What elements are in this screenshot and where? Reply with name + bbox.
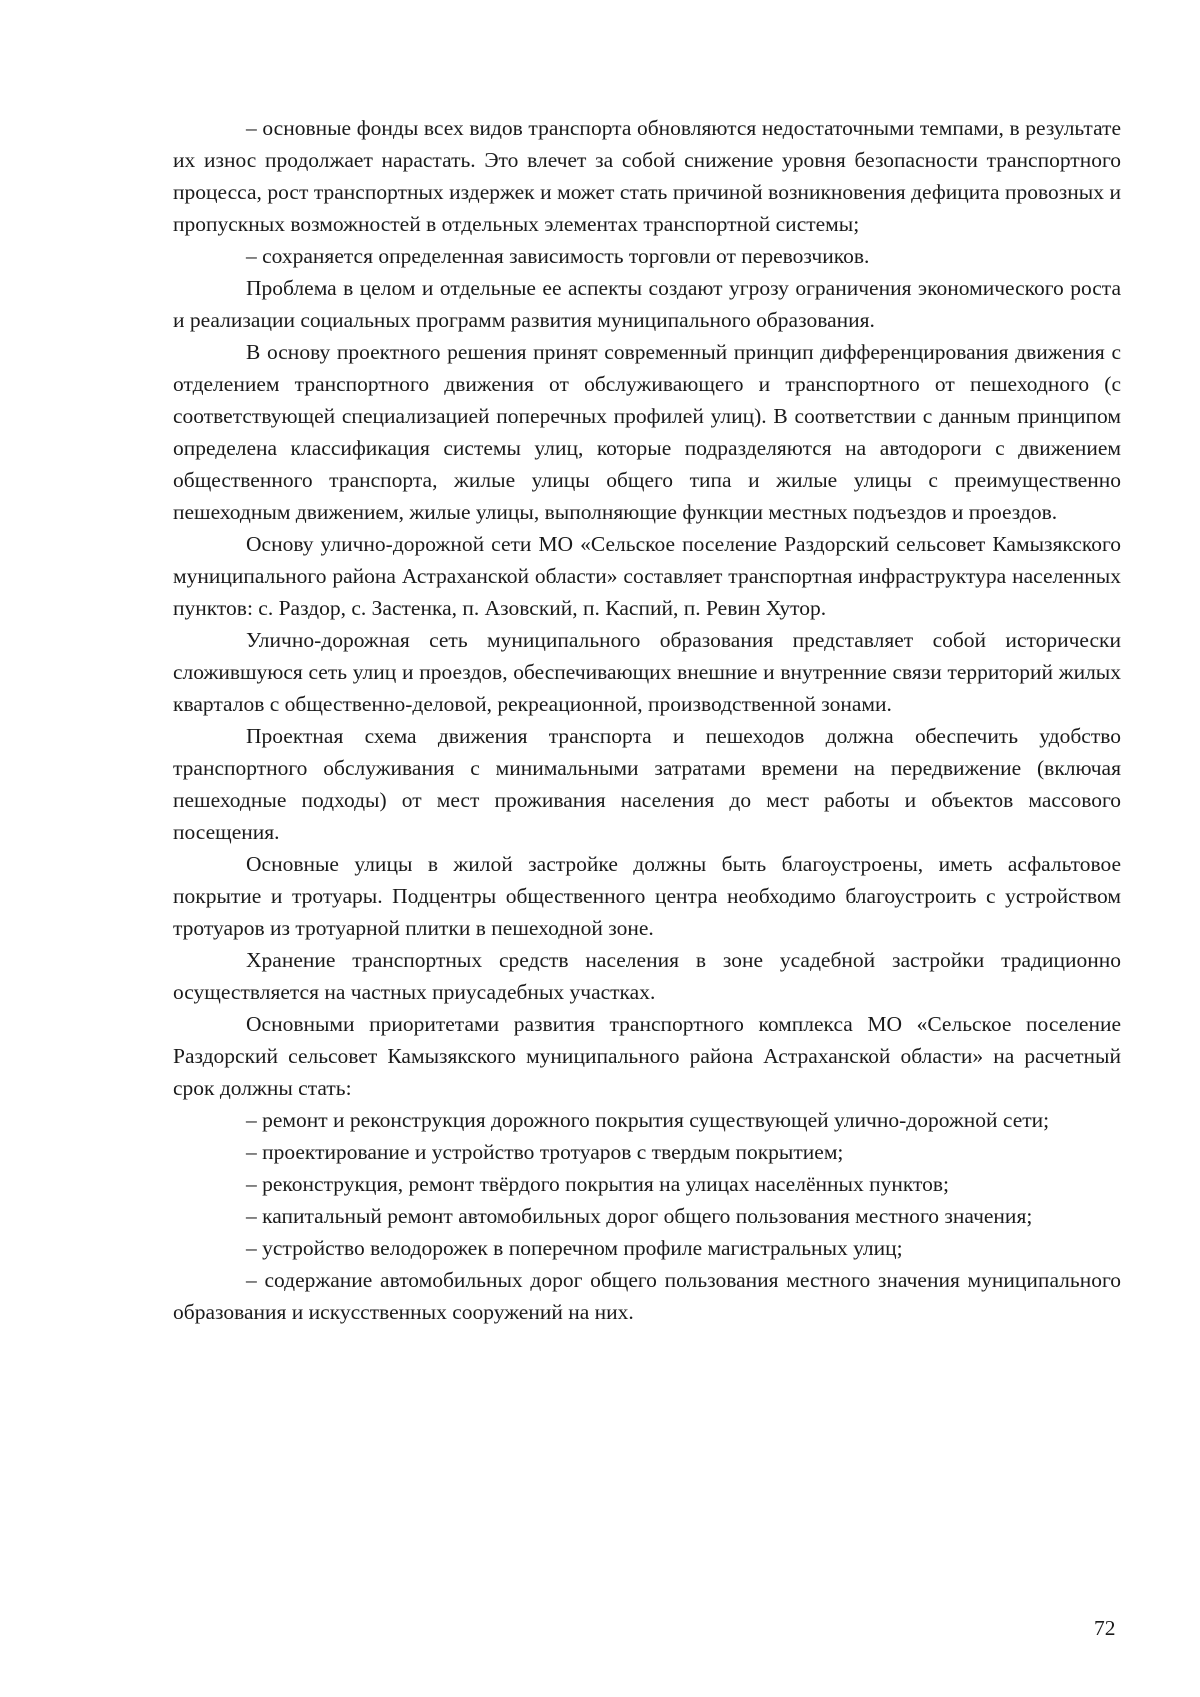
- paragraph: Проектная схема движения транспорта и пешеходов должна обеспечить удобство транспортного обслуживания с минимальными затратами времени на передвижение (включая пешеходные подходы) от мест проживания населения до мест работы и объектов массового посещения.: [173, 724, 1121, 844]
- list-item: – проектирование и устройство тротуаров с твердым покрытием;: [246, 1140, 844, 1164]
- list-item: – капитальный ремонт автомобильных дорог общего пользования местного значения;: [246, 1204, 1033, 1228]
- page-body: [173, 112, 1121, 1328]
- paragraph: Основными приоритетами развития транспортного комплекса МО «Сельское поселение Раздорский сельсовет Камызякского муниципального района Астраханской области» на расчетный срок должны стать:: [173, 1012, 1121, 1100]
- paragraph: – сохраняется определенная зависимость торговли от перевозчиков.: [246, 244, 870, 268]
- paragraph: В основу проектного решения принят современный принцип дифференцирования движения с отделением транспортного движения от обслуживающего и транспортного от пешеходного (с соответствующей специализацией поперечных профилей улиц). В соответствии с данным принципом определена классификация системы улиц, которые подразделяются на автодороги с движением общественного транспорта, жилые улицы общего типа и жилые улицы с преимущественно пешеходным движением, жилые улицы, выполняющие функции местных подъездов и проездов.: [173, 340, 1121, 524]
- paragraph: Улично-дорожная сеть муниципального образования представляет собой исторически сложившуюся сеть улиц и проездов, обеспечивающих внешние и внутренние связи территорий жилых кварталов с общественно-деловой, рекреационной, производственной зонами.: [173, 628, 1121, 716]
- page-number: 72: [1094, 1616, 1116, 1640]
- paragraph: – основные фонды всех видов транспорта обновляются недостаточными темпами, в результате их износ продолжает нарастать. Это влечет за собой снижение уровня безопасности транспортного процесса, рост транспортных издержек и может стать причиной возникновения дефицита провозных и пропускных возможностей в отдельных элементах транспортной системы;: [173, 116, 1121, 236]
- paragraph: Основные улицы в жилой застройке должны быть благоустроены, иметь асфальтовое покрытие и тротуары. Подцентры общественного центра необходимо благоустроить с устройством тротуаров из тротуарной плитки в пешеходной зоне.: [173, 852, 1121, 940]
- list-item: – ремонт и реконструкция дорожного покрытия существующей улично-дорожной сети;: [246, 1108, 1050, 1132]
- paragraph: Хранение транспортных средств населения в зоне усадебной застройки традиционно осуществляется на частных приусадебных участках.: [173, 948, 1121, 1004]
- paragraph: Проблема в целом и отдельные ее аспекты создают угрозу ограничения экономического роста и реализации социальных программ развития муниципального образования.: [173, 276, 1121, 332]
- paragraph: Основу улично-дорожной сети МО «Сельское поселение Раздорский сельсовет Камызякского муниципального района Астраханской области» составляет транспортная инфраструктура населенных пунктов: с. Раздор, с. Застенка, п. Азовский, п. Каспий, п. Ревин Хутор.: [173, 532, 1121, 620]
- list-item: – содержание автомобильных дорог общего пользования местного значения муниципального образования и искусственных сооружений на них.: [173, 1268, 1121, 1324]
- list-item: – устройство велодорожек в поперечном профиле магистральных улиц;: [246, 1236, 903, 1260]
- list-item: – реконструкция, ремонт твёрдого покрытия на улицах населённых пунктов;: [246, 1172, 949, 1196]
